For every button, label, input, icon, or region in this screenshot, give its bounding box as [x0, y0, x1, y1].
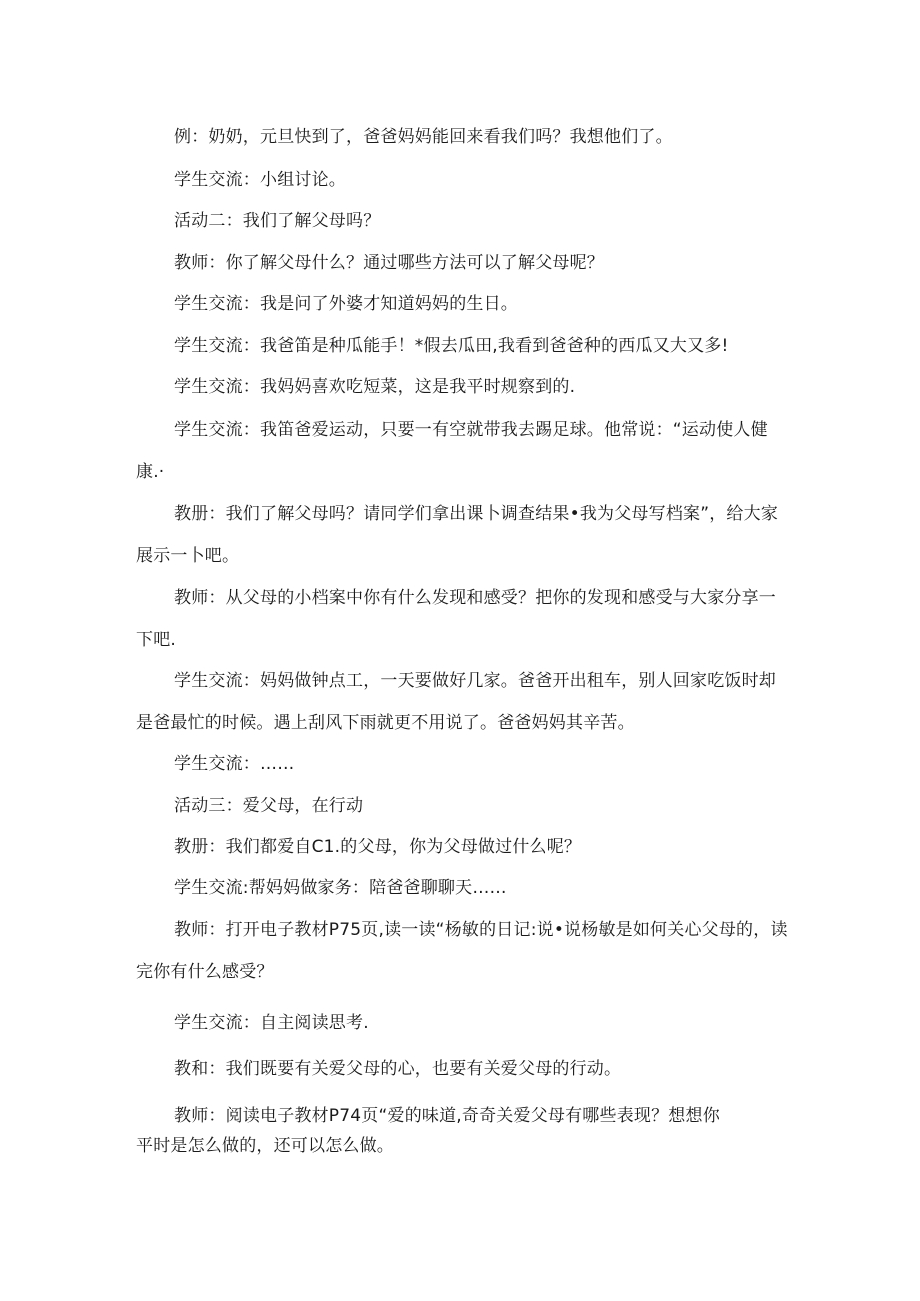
paragraph-line: 教师：你了解父母什么？通过哪些方法可以了解父母呢？ — [174, 253, 604, 273]
paragraph-line-continuation: 下吧. — [136, 630, 177, 650]
paragraph-line-continuation: 康.· — [136, 462, 165, 482]
paragraph-line: 教册：我们都爱自C1.的父母，你为父母做过什么呢？ — [174, 837, 582, 857]
paragraph-line: 教师：从父母的小档案中你有什么发现和感受？把你的发现和感受与大家分享一 — [174, 588, 776, 608]
paragraph-line: 例：奶奶，元旦快到了，爸爸妈妈能回来看我们吗？我想他们了。 — [174, 127, 673, 147]
paragraph-line-continuation: 平时是怎么做的，还可以怎么做。 — [136, 1136, 394, 1156]
paragraph-line: 学生交流：我笛爸爱运动，只要一有空就带我去踢足球。他常说：“运动使人健 — [174, 420, 768, 440]
paragraph-line: 学生交流：…… — [174, 754, 295, 774]
paragraph-line-continuation: 是爸最忙的时候。遇上刮风下雨就更不用说了。爸爸妈妈其辛苦。 — [136, 713, 635, 733]
paragraph-line: 教师：阅读电子教材P74页“爱的味道,奇奇关爱父母有哪些表现？想想你 — [174, 1106, 720, 1126]
paragraph-line: 学生交流:帮妈妈做家务：陪爸爸聊聊天…… — [174, 878, 507, 898]
paragraph-line: 教师：打开电子教材P75页,读一读“杨敏的日记:说•说杨敏是如何关心父母的，读 — [174, 920, 788, 940]
paragraph-line: 学生交流：我爸笛是种瓜能手！*假去瓜田,我看到爸爸种的西瓜又大又多! — [174, 336, 729, 356]
paragraph-line-continuation: 完你有什么感受？ — [136, 962, 274, 982]
paragraph-line: 学生交流：妈妈做钟点工，一天要做好几家。爸爸开出租车，别人回家吃饭时却 — [174, 671, 776, 691]
paragraph-line: 学生交流：自主阅读思考. — [174, 1013, 369, 1033]
paragraph-line: 学生交流：我是问了外婆才知道妈妈的生日。 — [174, 294, 518, 314]
paragraph-line: 学生交流：我妈妈喜欢吃短菜，这是我平时规察到的. — [174, 377, 576, 397]
paragraph-line: 教册：我们了解父母吗？请同学们拿出课卜调查结果•我为父母写档案”，给大家 — [174, 504, 779, 524]
section-heading: 活动三：爱父母，在行动 — [174, 796, 364, 816]
paragraph-line: 教和：我们既要有关爱父母的心，也要有关爱父母的行动。 — [174, 1059, 622, 1079]
paragraph-line: 学生交流：小组讨论。 — [174, 170, 346, 190]
section-heading: 活动二：我们了解父母吗？ — [174, 211, 381, 231]
paragraph-line-continuation: 展示一卜吧。 — [136, 546, 240, 566]
